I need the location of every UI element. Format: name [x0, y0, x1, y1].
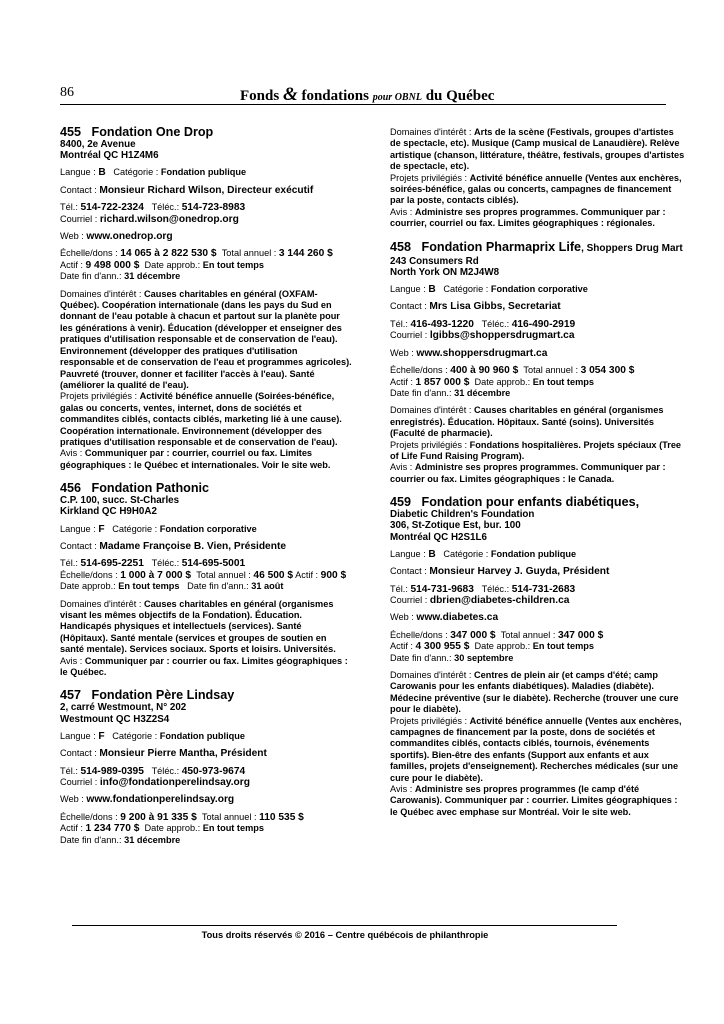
- web-link[interactable]: www.onedrop.org: [86, 231, 173, 243]
- web-line: Web : www.onedrop.org: [60, 231, 173, 243]
- email-line: Courriel : dbrien@diabetes-children.ca: [390, 594, 570, 606]
- address-line: 306, St-Zotique Est, bur. 100: [390, 520, 521, 532]
- left-column: [60, 125, 352, 846]
- web-link[interactable]: www.fondationperelindsay.org: [86, 794, 235, 806]
- entry-455: [60, 125, 352, 471]
- projects-paragraph: Projets privilégiés : Fondations hospitalières. Projets spéciaux (Tree of Life Fund Raising Program).: [390, 439, 682, 461]
- projects-paragraph: Projets privilégiés : Activité bénéfice annuelle (Soirées-bénéfice, galas ou concerts, ventes, internet, dons de sociétés et commandites ciblés, contacts ciblés, marketing lié à une cause). Coopération internationale. Environnement (développer des pratiques d'utilisation responsable et de conservation de l'eau).: [60, 391, 342, 447]
- contact-line: Contact : Madame Françoise B. Vien, Présidente: [60, 540, 286, 552]
- financial-line: Échelle/dons : 347 000 $ Total annuel : 347 000 $: [390, 629, 604, 641]
- financial-line: Échelle/dons : 14 065 à 2 822 530 $ Total annuel : 3 144 260 $: [60, 248, 333, 260]
- email-line: Courriel : lgibbs@shoppersdrugmart.ca: [390, 330, 575, 342]
- web-line: Web : www.shoppersdrugmart.ca: [390, 347, 548, 359]
- email-link[interactable]: lgibbs@shoppersdrugmart.ca: [429, 330, 575, 342]
- web-line: Web : www.diabetes.ca: [390, 612, 499, 624]
- approval-line: Date approb.: En tout temps Date fin d'ann.: 31 août: [60, 581, 284, 592]
- asset-line: Actif : 1 234 770 $ Date approb.: En tout temps: [60, 823, 264, 835]
- entry-title: 456 Fondation Pathonic: [60, 481, 210, 496]
- interests-paragraph: Domaines d'intérêt : Causes charitables en général (organismes visant les mêmes objectifs de la Fondation). Éducation. Handicapés physiques et intellectuels (services). Santé (Hôpitaux). Santé mentale (services et groupes de soutien en santé mentale). Services sociaux. Sports et loisirs. Universités.: [60, 598, 336, 655]
- phone-line: Tél.: 514-731-9683 Téléc.: 514-731-2683: [390, 583, 576, 595]
- phone-line: Tél.: 416-493-1220 Téléc.: 416-490-2919: [390, 318, 576, 330]
- header-rule: [60, 104, 666, 105]
- financial-line: Échelle/dons : 9 200 à 91 335 $ Total annuel : 110 535 $: [60, 811, 304, 823]
- web-link[interactable]: www.shoppersdrugmart.ca: [416, 347, 548, 359]
- contact-line: Contact : Mrs Lisa Gibbs, Secretariat: [390, 301, 561, 313]
- phone-line: Tél.: 514-695-2251 Téléc.: 514-695-5001: [60, 558, 246, 570]
- running-header: Fonds & fondations pour OBNL du Québec: [240, 84, 495, 105]
- fiscal-year-line: Date fin d'ann.: 31 décembre: [60, 834, 181, 845]
- address-line: 243 Consumers Rd: [390, 255, 479, 267]
- entry-title: 455 Fondation One Drop: [60, 125, 214, 139]
- footer-rule: [72, 925, 617, 926]
- address-line: Westmount QC H3Z2S4: [60, 713, 170, 725]
- page-number: 86: [60, 85, 74, 100]
- asset-line: Actif : 1 857 000 $ Date approb.: En tout temps: [390, 376, 594, 388]
- projects-paragraph: Projets privilégiés : Activité bénéfice annuelle (Ventes aux enchères, soirées-bénéfice, galas ou concerts, campagnes de financement par la poste, contacts ciblés).: [390, 172, 682, 206]
- language-category: Langue : F Catégorie : Fondation publique: [60, 730, 245, 742]
- interests-paragraph: Domaines d'intérêt : Arts de la scène (Festivals, groupes d'artistes de spectacle, etc). Musique (Camp musical de Lanaudière). Relève artistique (chanson, littérature, théâtre, festivals, groupes d'artistes de spectacle, etc).: [390, 127, 685, 172]
- right-column: [390, 127, 685, 818]
- address-line: Montréal QC H1Z4M6: [60, 150, 159, 162]
- address-line: North York ON M2J4W8: [390, 266, 500, 278]
- phone-line: Tél.: 514-989-0395 Téléc.: 450-973-9674: [60, 765, 246, 777]
- address-line: C.P. 100, succ. St-Charles: [60, 495, 180, 507]
- fiscal-year-line: Date fin d'ann.: 30 septembre: [390, 652, 514, 663]
- address-line: Montréal QC H2S1L6: [390, 531, 487, 543]
- language-category: Langue : B Catégorie : Fondation publique: [60, 167, 247, 179]
- financial-line: Échelle/dons : 400 à 90 960 $ Total annuel : 3 054 300 $: [390, 365, 635, 377]
- contact-line: Contact : Monsieur Harvey J. Guyda, Président: [390, 566, 610, 578]
- interests-paragraph: Domaines d'intérêt : Causes charitables en général (organismes enregistrés). Éducation. Hôpitaux. Santé (soins). Universités (Faculté de pharmacie).: [390, 405, 664, 439]
- asset-line: Actif : 4 300 955 $ Date approb.: En tout temps: [390, 641, 594, 653]
- language-category: Langue : B Catégorie : Fondation corporative: [390, 284, 588, 296]
- entry-457: [60, 688, 352, 846]
- entry-457-continued: [390, 127, 685, 230]
- phone-line: Tél.: 514-722-2324 Téléc.: 514-723-8983: [60, 202, 246, 214]
- address-line: Kirkland QC H9H0A2: [60, 506, 157, 518]
- interests-paragraph: Domaines d'intérêt : Centres de plein air (et camps d'été; camp Carowanis pour les enfants diabétiques). Maladies (diabète). Médecine préventive (sur le diabète). Recherche (trouver une cure pour le diabète).: [390, 670, 679, 715]
- footer-copyright: Tous droits réservés © 2016 – Centre québécois de philanthropie: [201, 930, 489, 940]
- asset-line: Actif : 9 498 000 $ Date approb.: En tout temps: [60, 259, 264, 271]
- web-line: Web : www.fondationperelindsay.org: [60, 794, 235, 806]
- notice-paragraph: Avis : Administre ses propres programmes. Communiquer par : courrier ou fax. Limites géographiques : le Canada.: [390, 462, 666, 484]
- fiscal-year-line: Date fin d'ann.: 31 décembre: [60, 271, 181, 282]
- notice-paragraph: Avis : Communiquer par : courrier ou fax. Limites géographiques : le Québec.: [60, 655, 348, 678]
- email-link[interactable]: info@fondationperelindsay.org: [99, 777, 250, 789]
- projects-paragraph: Projets privilégiés : Activité bénéfice annuelle (Ventes aux enchères, campagnes de financement par la poste, dons de sociétés et commandites ciblés, contacts ciblés, tournois, événements sportifs). Bien-être des enfants (Support aux enfants et aux familles, projets d'enseignement). Recherches médicales (sur une cure pour le diabète).: [390, 715, 682, 783]
- notice-paragraph: Avis : Communiquer par : courrier, courriel ou fax. Limites géographiques : le Québec et internationales. Voir le site web.: [60, 448, 331, 470]
- address-line: 8400, 2e Avenue: [60, 139, 136, 150]
- notice-paragraph: Avis : Administre ses propres programmes. Communiquer par : courrier, courriel ou fax. Limites géographiques : régionales.: [390, 206, 666, 229]
- web-link[interactable]: www.diabetes.ca: [416, 612, 499, 624]
- entry-title: 458 Fondation Pharmaprix Life, Shoppers Drug Mart: [390, 239, 683, 254]
- interests-paragraph: Domaines d'intérêt : Causes charitables en général (OXFAM-Québec). Coopération internationale (dans les pays du Sud en donnant de l'eau potable à chacun et partout sur la planète pour les générations à venir). Éducation (développer et enseigner des pratiques d'utilisation responsable et de conservation de l'eau). Environnement (développer des pratiques d'utilisation responsable et de conservation de l'eau et programmes agricoles). Pauvreté (trouver, donner et faciliter l'accès à l'eau). Santé (améliorer la qualité de l'eau).: [60, 288, 352, 390]
- financial-line: Échelle/dons : 1 000 à 7 000 $ Total annuel : 46 500 $ Actif : 900 $: [60, 569, 347, 581]
- notice-paragraph: Avis : Administre ses propres programmes (le camp d'été Carowanis). Communiquer par : courrier. Limites géographiques : le Québec avec emphase sur Montréal. Voir le site web.: [390, 784, 678, 817]
- language-category: Langue : F Catégorie : Fondation corporative: [60, 523, 257, 535]
- entry-458: [390, 240, 685, 486]
- entry-title: 459 Fondation pour enfants diabétiques,: [390, 495, 640, 510]
- language-category: Langue : B Catégorie : Fondation publique: [390, 548, 577, 560]
- email-line: Courriel : info@fondationperelindsay.org: [60, 777, 250, 789]
- email-link[interactable]: dbrien@diabetes-children.ca: [429, 594, 570, 606]
- entry-459: [390, 495, 685, 818]
- email-link[interactable]: richard.wilson@onedrop.org: [99, 213, 239, 225]
- address-line: Diabetic Children's Foundation: [390, 509, 535, 521]
- email-line: Courriel : richard.wilson@onedrop.org: [60, 213, 239, 225]
- fiscal-year-line: Date fin d'ann.: 31 décembre: [390, 387, 511, 398]
- address-line: 2, carré Westmount, N° 202: [60, 702, 187, 714]
- entry-title: 457 Fondation Père Lindsay: [60, 688, 235, 703]
- entry-456: [60, 481, 352, 678]
- contact-line: Contact : Monsieur Richard Wilson, Directeur exécutif: [60, 184, 314, 196]
- contact-line: Contact : Monsieur Pierre Mantha, Président: [60, 748, 267, 760]
